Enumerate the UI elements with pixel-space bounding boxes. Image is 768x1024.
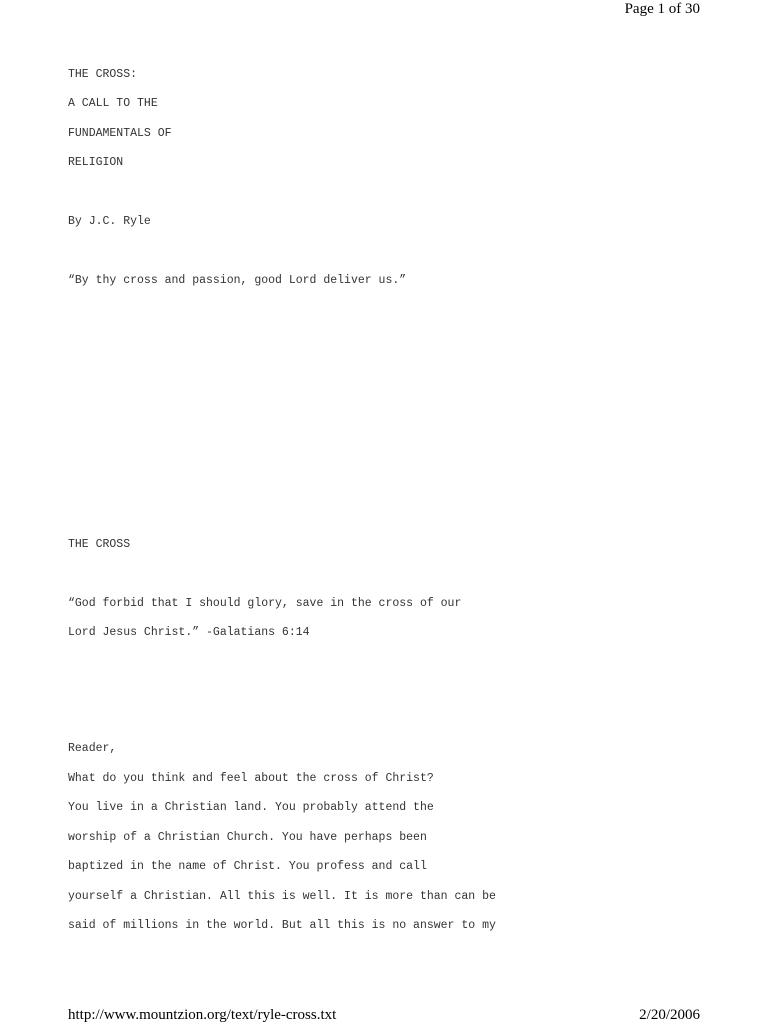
body-line: yourself a Christian. All this is well. It is more than can be [68,890,496,903]
title-line: FUNDAMENTALS OF [68,127,172,140]
footer-url: http://www.mountzion.org/text/ryle-cross.txt [68,1007,337,1023]
body-line: said of millions in the world. But all this is no answer to my [68,919,496,932]
footer-date: 2/20/2006 [639,1007,700,1023]
body-line: baptized in the name of Christ. You profess and call [68,860,427,873]
page-indicator: Page 1 of 30 [624,1,700,17]
title-line: THE CROSS: [68,68,138,81]
body-line: You live in a Christian land. You probably attend the [68,801,434,814]
body-line: Reader, [68,742,117,755]
title-line: RELIGION [68,156,124,169]
epigraph: “By thy cross and passion, good Lord deliver us.” [68,274,407,287]
scripture-line: Lord Jesus Christ.” -Galatians 6:14 [68,626,310,639]
author-line: By J.C. Ryle [68,215,151,228]
title-line: A CALL TO THE [68,97,158,110]
body-line: What do you think and feel about the cross of Christ? [68,772,434,785]
section-heading: THE CROSS [68,538,131,551]
body-line: worship of a Christian Church. You have perhaps been [68,831,427,844]
scripture-line: “God forbid that I should glory, save in the cross of our [68,597,462,610]
